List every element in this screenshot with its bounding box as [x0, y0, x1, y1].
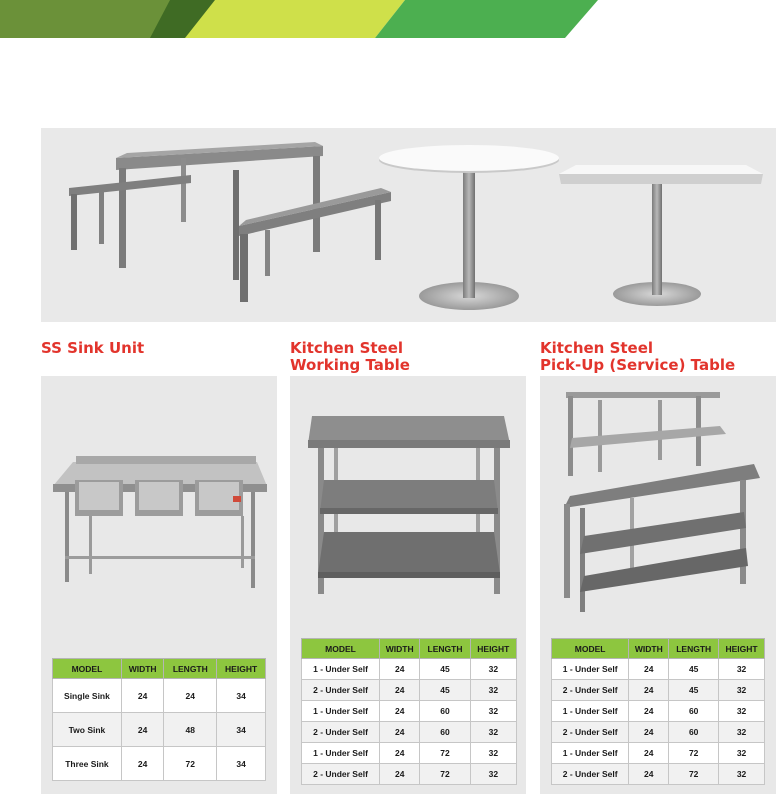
length-cell: 60 — [420, 722, 470, 743]
model-cell: 2 - Under Self — [302, 764, 380, 785]
top-banner — [0, 0, 780, 38]
spec-table-ss-sink-unit — [52, 658, 266, 781]
width-cell: 24 — [629, 659, 669, 680]
model-cell: 1 - Under Self — [552, 743, 629, 764]
product-title-kitchen-working-table: Kitchen Steel Working Table — [290, 339, 410, 374]
height-cell: 32 — [470, 701, 516, 722]
model-cell: 2 - Under Self — [552, 764, 629, 785]
product-panel-working-table — [290, 376, 526, 794]
product-panel-pick-up-table — [540, 376, 776, 794]
height-cell: 32 — [719, 743, 765, 764]
model-cell: 1 - Under Self — [552, 659, 629, 680]
width-cell: 24 — [380, 680, 420, 701]
column-header-length: LENGTH — [669, 639, 719, 659]
length-cell: 45 — [420, 659, 470, 680]
table-row — [53, 713, 266, 747]
table-row — [302, 680, 517, 701]
length-cell: 72 — [669, 764, 719, 785]
column-header-width: WIDTH — [121, 659, 163, 679]
width-cell: 24 — [121, 679, 163, 713]
table-row — [552, 764, 765, 785]
column-header-width: WIDTH — [629, 639, 669, 659]
table-row — [552, 722, 765, 743]
product-title-ss-sink-unit: SS Sink Unit — [41, 339, 145, 357]
product-title-pick-up-service-table: Kitchen Steel Pick-Up (Service) Table — [540, 339, 736, 374]
spec-table-working-table — [301, 638, 517, 785]
banner-green-stripe — [375, 0, 598, 38]
height-cell: 34 — [217, 679, 266, 713]
table-row — [552, 701, 765, 722]
height-cell: 32 — [470, 722, 516, 743]
column-header-height: HEIGHT — [719, 639, 765, 659]
width-cell: 24 — [629, 680, 669, 701]
model-cell: 1 - Under Self — [302, 659, 380, 680]
table-row — [552, 659, 765, 680]
width-cell: 24 — [380, 722, 420, 743]
width-cell: 24 — [121, 713, 163, 747]
height-cell: 34 — [217, 747, 266, 781]
column-header-model: MODEL — [552, 639, 629, 659]
table-header-row — [552, 639, 765, 659]
model-cell: Two Sink — [53, 713, 122, 747]
column-header-height: HEIGHT — [470, 639, 516, 659]
height-cell: 32 — [719, 659, 765, 680]
table-row — [53, 747, 266, 781]
dining-tables-illustration — [41, 128, 776, 322]
model-cell: Single Sink — [53, 679, 122, 713]
length-cell: 60 — [420, 701, 470, 722]
length-cell: 48 — [164, 713, 217, 747]
height-cell: 32 — [470, 743, 516, 764]
model-cell: 2 - Under Self — [302, 680, 380, 701]
width-cell: 24 — [380, 701, 420, 722]
height-cell: 34 — [217, 713, 266, 747]
pick-up-table-image — [540, 376, 776, 626]
height-cell: 32 — [470, 659, 516, 680]
working-table-image — [290, 376, 526, 616]
model-cell: 1 - Under Self — [552, 701, 629, 722]
column-header-height: HEIGHT — [217, 659, 266, 679]
height-cell: 32 — [470, 680, 516, 701]
column-header-length: LENGTH — [164, 659, 217, 679]
sink-unit-image — [41, 376, 277, 636]
table-row — [552, 743, 765, 764]
model-cell: 2 - Under Self — [552, 722, 629, 743]
width-cell: 24 — [629, 701, 669, 722]
product-panel-ss-sink-unit — [41, 376, 277, 794]
table-header-row — [302, 639, 517, 659]
length-cell: 45 — [669, 680, 719, 701]
model-cell: 2 - Under Self — [302, 722, 380, 743]
column-header-width: WIDTH — [380, 639, 420, 659]
width-cell: 24 — [121, 747, 163, 781]
column-header-model: MODEL — [53, 659, 122, 679]
length-cell: 45 — [669, 659, 719, 680]
spec-table-pick-up-table — [551, 638, 765, 785]
height-cell: 32 — [719, 701, 765, 722]
width-cell: 24 — [629, 764, 669, 785]
length-cell: 72 — [164, 747, 217, 781]
model-cell: Three Sink — [53, 747, 122, 781]
length-cell: 60 — [669, 701, 719, 722]
model-cell: 2 - Under Self — [552, 680, 629, 701]
width-cell: 24 — [629, 722, 669, 743]
table-row — [53, 679, 266, 713]
hero-furniture-image — [41, 128, 776, 322]
length-cell: 60 — [669, 722, 719, 743]
length-cell: 72 — [420, 743, 470, 764]
banner-lime-stripe — [185, 0, 405, 38]
table-row — [302, 743, 517, 764]
model-cell: 1 - Under Self — [302, 701, 380, 722]
width-cell: 24 — [380, 764, 420, 785]
width-cell: 24 — [629, 743, 669, 764]
length-cell: 45 — [420, 680, 470, 701]
column-header-length: LENGTH — [420, 639, 470, 659]
table-row — [302, 764, 517, 785]
column-header-model: MODEL — [302, 639, 380, 659]
width-cell: 24 — [380, 659, 420, 680]
table-row — [302, 722, 517, 743]
height-cell: 32 — [719, 722, 765, 743]
height-cell: 32 — [719, 764, 765, 785]
table-row — [552, 680, 765, 701]
table-row — [302, 701, 517, 722]
height-cell: 32 — [470, 764, 516, 785]
length-cell: 72 — [669, 743, 719, 764]
table-row — [302, 659, 517, 680]
model-cell: 1 - Under Self — [302, 743, 380, 764]
height-cell: 32 — [719, 680, 765, 701]
table-header-row — [53, 659, 266, 679]
width-cell: 24 — [380, 743, 420, 764]
length-cell: 24 — [164, 679, 217, 713]
length-cell: 72 — [420, 764, 470, 785]
